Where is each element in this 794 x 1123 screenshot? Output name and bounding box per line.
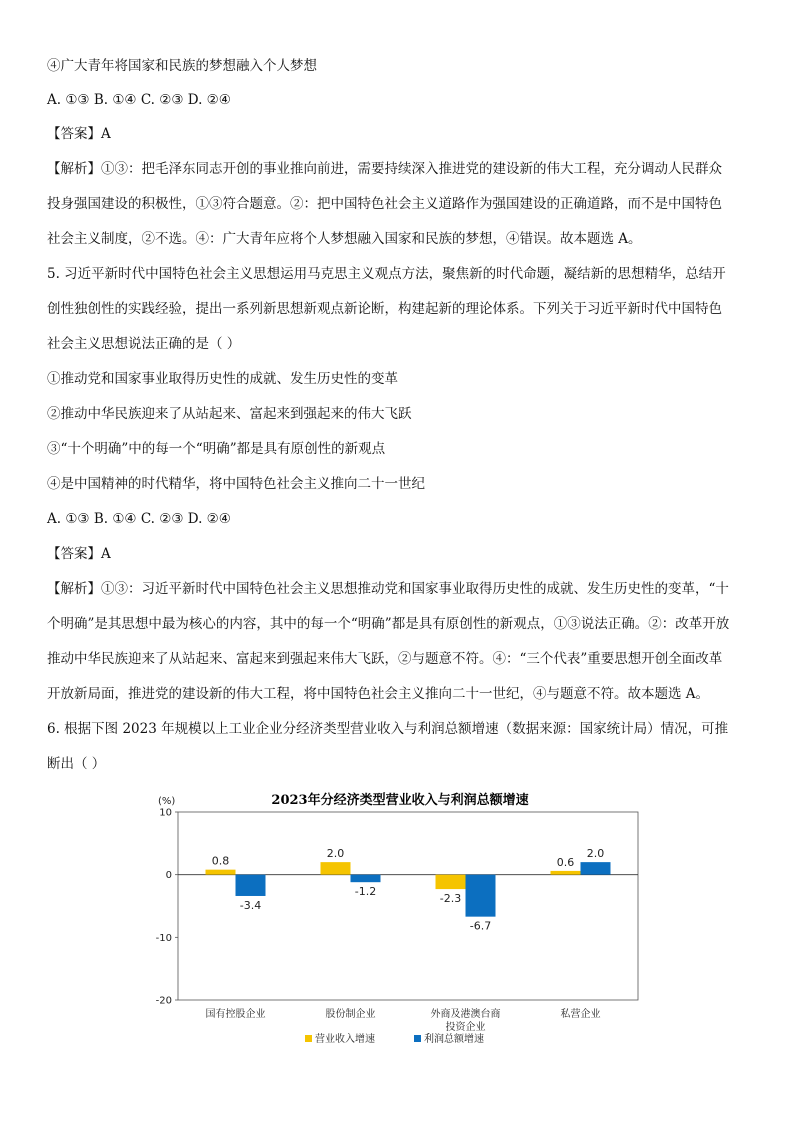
line-14: A. ①③ B. ①④ C. ②③ D. ②④: [47, 511, 231, 527]
data-label: -1.2: [354, 885, 377, 899]
category-label: 股份制企业: [325, 1009, 376, 1020]
legend-label: 营业收入增速: [315, 1034, 375, 1045]
bar-revenue: [551, 871, 581, 875]
line-6: 社会主义制度，②不选。④：广大青年应将个人梦想融入国家和民族的梦想，④错误。故本题选 A。: [47, 231, 642, 247]
chart: [150, 790, 650, 1055]
line-1: ④广大青年将国家和民族的梦想融入个人梦想: [47, 58, 317, 74]
legend-swatch: [305, 1035, 312, 1042]
bar-profit: [351, 875, 381, 883]
line-12: ③“十个明确”中的每一个“明确”都是具有原创性的新观点: [47, 441, 386, 457]
line-21: 断出（ ）: [47, 756, 106, 772]
line-19: 开放新局面，推进党的建设新的伟大工程，将中国特色社会主义推向二十一世纪，④与题意不符。故本题选 A。: [47, 686, 710, 702]
line-10: ①推动党和国家事业取得历史性的成就、发生历史性的变革: [47, 371, 398, 387]
data-label: 0.8: [211, 854, 230, 868]
line-11: ②推动中华民族迎来了从站起来、富起来到强起来的伟大飞跃: [47, 406, 412, 422]
data-label: 2.0: [326, 847, 345, 861]
line-2: A. ①③ B. ①④ C. ②③ D. ②④: [47, 92, 231, 108]
y-tick-label: 10: [159, 807, 172, 819]
line-16: 【解析】①③：习近平新时代中国特色社会主义思想推动党和国家事业取得历史性的成就、发生历史性的变革，“十: [47, 581, 729, 597]
line-15: 【答案】A: [47, 546, 111, 562]
bar-profit: [236, 875, 266, 896]
line-5: 投身强国建设的积极性，①③符合题意。②：把中国特色社会主义道路作为强国建设的正确道路，而不是中国特色: [47, 196, 722, 212]
data-label: 0.6: [556, 855, 575, 869]
category-label: 国有控股企业: [205, 1009, 266, 1020]
category-label: 私营企业: [560, 1009, 601, 1020]
y-tick-label: -10: [155, 932, 172, 944]
bar-profit: [466, 875, 496, 917]
line-20: 6. 根据下图 2023 年规模以上工业企业分经济类型营业收入与利润总额增速（数据来源：国家统计局）情况，可推: [47, 721, 729, 737]
category-label: 外商及港澳台商: [430, 1009, 501, 1020]
chart-svg: [150, 790, 650, 1055]
category-label-line2: 投资企业: [445, 1022, 486, 1033]
data-label: -3.4: [239, 898, 262, 912]
data-label: -2.3: [439, 892, 462, 906]
y-tick-label: 0: [165, 870, 172, 882]
line-4: 【解析】①③：把毛泽东同志开创的事业推向前进，需要持续深入推进党的建设新的伟大工程，充分调动人民群众: [47, 161, 722, 177]
data-label: -6.7: [469, 919, 492, 933]
line-7: 5. 习近平新时代中国特色社会主义思想运用马克思主义观点方法，聚焦新的时代命题，凝结新的思想精华，总结开: [47, 266, 726, 282]
line-3: 【答案】A: [47, 126, 111, 142]
bar-profit: [581, 862, 611, 875]
line-8: 创性独创性的实践经验，提出一系列新思想新观点新论断，构建起新的理论体系。下列关于习近平新时代中国特色: [47, 301, 722, 317]
line-18: 推动中华民族迎来了从站起来、富起来到强起来伟大飞跃，②与题意不符。④：“三个代表”重要思想开创全面改革: [47, 651, 723, 667]
bar-revenue: [321, 862, 351, 875]
bar-revenue: [206, 870, 236, 875]
y-tick-label: -20: [155, 995, 172, 1007]
plot-layer: [156, 808, 638, 1046]
line-9: 社会主义思想说法正确的是（ ）: [47, 336, 241, 352]
y-axis-unit: (%): [158, 796, 176, 807]
line-17: 个明确”是其思想中最为核心的内容，其中的每一个“明确”都是具有原创性的新观点，①③说法正确。②：改革开放: [47, 616, 730, 632]
bar-revenue: [436, 875, 466, 889]
line-13: ④是中国精神的时代精华，将中国特色社会主义推向二十一世纪: [47, 476, 425, 492]
legend-label: 利润总额增速: [424, 1034, 484, 1045]
legend-swatch: [414, 1035, 421, 1042]
chart-title: 2023年分经济类型营业收入与利润总额增速: [271, 793, 529, 808]
data-label: 2.0: [586, 847, 605, 861]
